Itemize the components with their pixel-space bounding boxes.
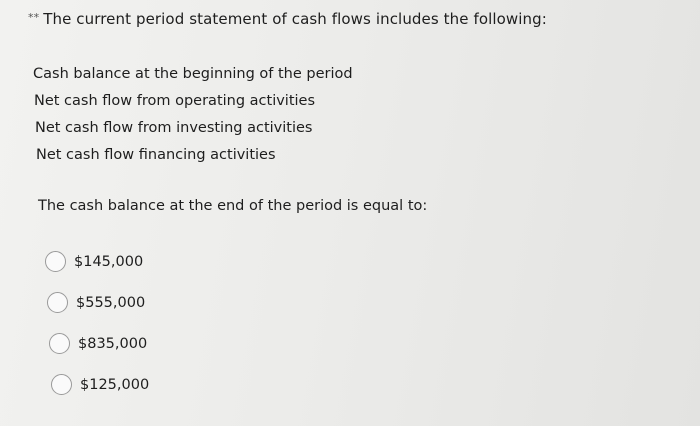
answer-option-3[interactable] <box>49 333 147 354</box>
question-heading <box>28 10 547 28</box>
radio-button[interactable] <box>47 292 68 313</box>
answer-option-label: $555,000 <box>76 294 146 311</box>
answer-option-2[interactable] <box>47 292 145 313</box>
asterisk-marker: ** <box>28 11 40 24</box>
radio-button[interactable] <box>51 374 72 395</box>
question-text: The cash balance at the end of the period is equal to: <box>38 198 428 214</box>
radio-button[interactable] <box>45 251 66 272</box>
answer-option-label: $145,000 <box>74 253 144 270</box>
row-label-beginning-balance: Cash balance at the beginning of the period <box>33 66 353 82</box>
answer-option-label: $835,000 <box>78 335 148 352</box>
radio-button[interactable] <box>49 333 70 354</box>
answer-option-1[interactable] <box>45 251 143 272</box>
row-label-operating: Net cash flow from operating activities <box>34 93 316 109</box>
answer-option-4[interactable] <box>51 374 149 395</box>
row-label-investing: Net cash flow from investing activities <box>35 120 313 136</box>
row-label-financing: Net cash flow financing activities <box>36 147 276 163</box>
heading-text: The current period statement of cash flows includes the following: <box>43 10 547 28</box>
answer-option-label: $125,000 <box>80 376 150 393</box>
